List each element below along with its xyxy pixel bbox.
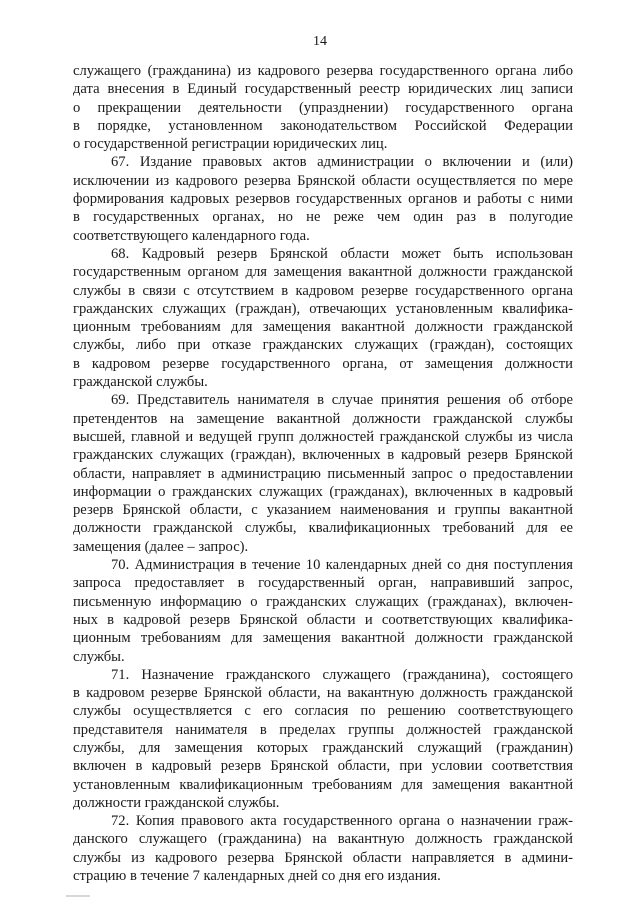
- text-line: ных в кадровой резерв Брянской области и соответствующих квалифика-: [73, 611, 573, 628]
- paragraph-67: [73, 153, 573, 244]
- text-line: 70. Администрация в течение 10 календарных дней со дня поступления: [111, 557, 573, 574]
- scan-artifact: [66, 895, 90, 897]
- text-line: претендентов на замещение вакантной должности гражданской службы: [73, 410, 573, 427]
- text-line: гражданских служащих (граждан), включенных в кадровый резерв Брянской: [73, 447, 573, 464]
- text-line: службы осуществляется с его согласия по решению соответствующего: [73, 703, 573, 720]
- text-line: гражданской службы.: [73, 374, 208, 391]
- text-line: установленным квалификационным требованиям для замещения вакантной: [73, 776, 573, 793]
- paragraph-70: [73, 556, 573, 666]
- text-line: службы.: [73, 648, 125, 665]
- text-line: резерв Брянской области, с указанием наименования и группы вакантной: [73, 502, 573, 519]
- page-number: 14: [313, 34, 327, 49]
- paragraph-72: [73, 812, 573, 885]
- text-line: соответствующего календарного года.: [73, 227, 310, 244]
- text-line: 71. Назначение гражданского служащего (гражданина), состоящего: [111, 666, 573, 683]
- text-line: области, направляет в администрацию письменный запрос о предоставлении: [73, 465, 573, 482]
- text-line: в государственных органах, но не реже чем один раз в полугодие: [73, 209, 573, 226]
- text-line: включен в кадровый резерв Брянской области, при условии соответствия: [73, 758, 573, 775]
- text-line: высшей, главной и ведущей групп должностей гражданской службы из числа: [73, 428, 573, 445]
- text-line: 69. Представитель нанимателя в случае принятия решения об отборе: [111, 392, 573, 409]
- paragraph-71: [73, 666, 573, 812]
- text-line: службы, либо при отказе гражданских служащих (граждан), состоящих: [73, 337, 573, 354]
- text-line: ционным требованиям для замещения вакантной должности гражданской: [73, 319, 573, 336]
- paragraph-68: [73, 245, 573, 391]
- text-line: должности гражданской службы, квалификационных требований для ее: [73, 520, 573, 537]
- text-line: страцию в течение 7 календарных дней со дня его издания.: [73, 868, 441, 885]
- text-line: службы, для замещения которых гражданский служащий (гражданин): [73, 739, 573, 756]
- text-line: в кадровом резерве государственного органа, от замещения должности: [73, 355, 573, 372]
- text-line: служащего (гражданина) из кадрового резерва государственного органа либо: [73, 63, 573, 79]
- text-line: службы из кадрового резерва Брянской области направляется в админи-: [73, 849, 573, 866]
- text-line: службы в связи с отсутствием в кадровом резерве государственного органа: [73, 282, 573, 299]
- paragraph-69: [73, 391, 573, 556]
- text-line: дата внесения в Единый государственный реестр юридических лиц записи: [73, 81, 573, 98]
- text-line: гражданских служащих (граждан), отвечающих установленным квалифика-: [73, 300, 573, 317]
- document-text-body: [73, 62, 573, 885]
- text-line: замещения (далее – запрос).: [73, 538, 249, 555]
- text-line: 72. Копия правового акта государственного органа о назначении граж-: [111, 813, 573, 830]
- text-line: 67. Издание правовых актов администрации о включении и (или): [111, 154, 573, 171]
- text-line: государственным органом для замещения вакантной должности гражданской: [73, 264, 573, 281]
- text-line: должности гражданской службы.: [73, 794, 280, 811]
- text-line: запроса предоставляет в государственный орган, направивший запрос,: [73, 575, 573, 592]
- text-line: формирования кадровых резервов государственных органов и работы с ними: [73, 191, 573, 208]
- paragraph-continuation: [73, 62, 573, 153]
- text-line: 68. Кадровый резерв Брянской области может быть использован: [111, 245, 573, 262]
- text-line: о прекращении деятельности (упразднении) государственного органа: [73, 99, 573, 116]
- text-line: исключении из кадрового резерва Брянской области осуществляется по мере: [73, 172, 573, 189]
- text-line: информации о гражданских служащих (гражданах), включенных в кадровый: [73, 483, 573, 500]
- text-line: в кадровом резерве Брянской области, на вакантную должность гражданской: [73, 685, 573, 702]
- text-line: представителя нанимателя в пределах группы должностей гражданской: [73, 721, 573, 738]
- text-line: ционным требованиям для замещения вакантной должности гражданской: [73, 630, 573, 647]
- text-line: в порядке, установленном законодательством Российской Федерации: [73, 117, 573, 134]
- text-line: письменную информацию о гражданских служащих (гражданах), включен-: [73, 593, 573, 610]
- text-line: о государственной регистрации юридических лиц.: [73, 136, 388, 153]
- text-line: данского служащего (гражданина) на вакантную должность гражданской: [73, 831, 573, 848]
